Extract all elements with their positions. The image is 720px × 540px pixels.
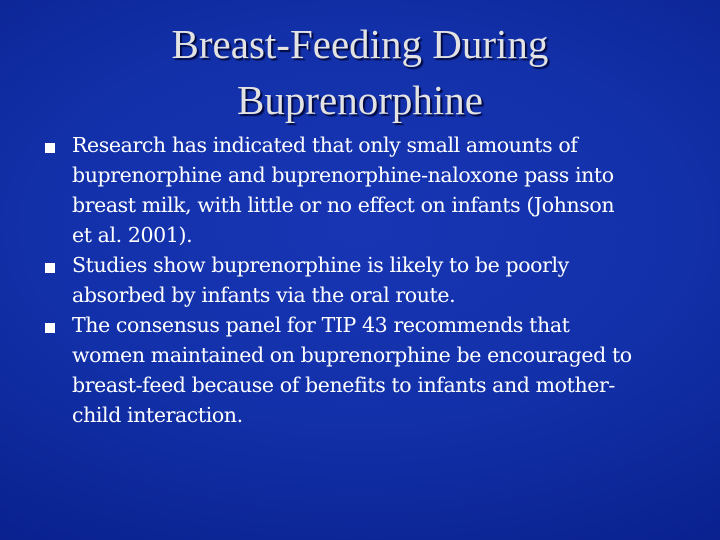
- bullet-line: breast milk, with little or no effect on infants (Johnson: [72, 193, 615, 217]
- slide-title: [60, 16, 660, 128]
- bullet-item-consensus: [0, 310, 720, 430]
- bullet-line: women maintained on buprenorphine be encouraged to: [72, 343, 632, 367]
- slide-title-line-2: Buprenorphine: [237, 77, 483, 123]
- bullet-list: [0, 130, 720, 430]
- bullet-item-studies: [0, 250, 720, 310]
- bullet-line: Research has indicated that only small amounts of: [72, 133, 578, 157]
- bullet-text-research: [72, 130, 690, 250]
- square-bullet-icon: [45, 263, 55, 273]
- bullet-line: buprenorphine and buprenorphine-naloxone pass into: [72, 163, 614, 187]
- slide-title-line-1: Breast-Feeding During: [171, 21, 549, 67]
- bullet-text-studies: [72, 250, 690, 310]
- bullet-line: absorbed by infants via the oral route.: [72, 283, 456, 307]
- bullet-line: child interaction.: [72, 403, 243, 427]
- bullet-line: The consensus panel for TIP 43 recommends that: [72, 313, 570, 337]
- bullet-line: et al. 2001).: [72, 223, 193, 247]
- bullet-item-research: [0, 130, 720, 250]
- square-bullet-icon: [45, 323, 55, 333]
- bullet-line: breast-feed because of benefits to infants and mother-: [72, 373, 615, 397]
- square-bullet-icon: [45, 143, 55, 153]
- bullet-line: Studies show buprenorphine is likely to be poorly: [72, 253, 569, 277]
- bullet-text-consensus: [72, 310, 690, 430]
